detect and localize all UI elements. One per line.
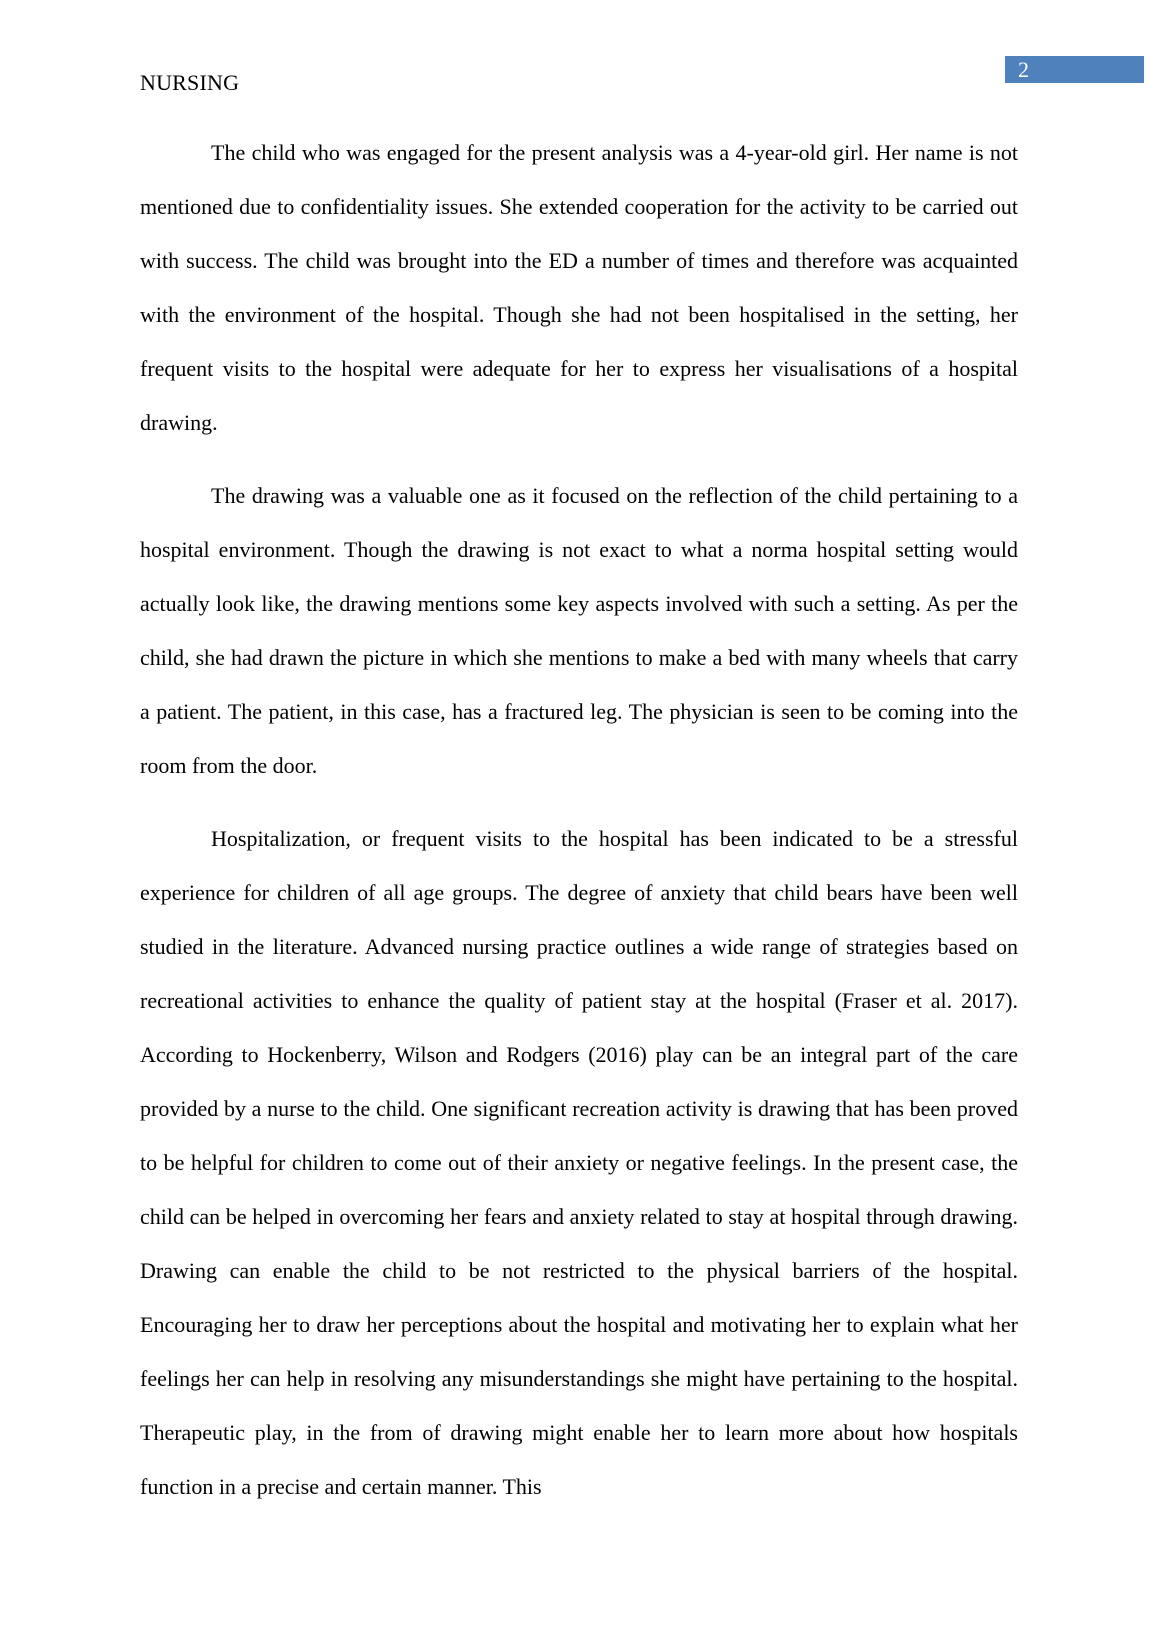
page-number: 2 (1005, 56, 1144, 83)
paragraph-2: The drawing was a valuable one as it focused on the reflection of the child pertaining to a hospital environment. Though the drawing is not exact to what a norma hospital setting would actually look like, the drawing mentions some key aspects involved with such a setting. As per the child, she had drawn the picture in which she mentions to make a bed with many wheels that carry a patient. The patient, in this case, has a fractured leg. The physician is seen to be coming into the room from the door. (140, 483, 1018, 778)
running-head: NURSING (140, 70, 240, 95)
document-body (140, 126, 1018, 1533)
paragraph-1: The child who was engaged for the present analysis was a 4-year-old girl. Her name is not mentioned due to confidentiality issues. She extended cooperation for the activity to be carried out with success. The child was brought into the ED a number of times and therefore was acquainted with the environment of the hospital. Though she had not been hospitalised in the setting, her frequent visits to the hospital were adequate for her to express her visualisations of a hospital drawing. (140, 140, 1018, 435)
paragraph-3: Hospitalization, or frequent visits to the hospital has been indicated to be a stressful experience for children of all age groups. The degree of anxiety that child bears have been well studied in the literature. Advanced nursing practice outlines a wide range of strategies based on recreational activities to enhance the quality of patient stay at the hospital (Fraser et al. 2017). According to Hockenberry, Wilson and Rodgers (2016) play can be an integral part of the care provided by a nurse to the child. One significant recreation activity is drawing that has been proved to be helpful for children to come out of their anxiety or negative feelings. In the present case, the child can be helped in overcoming her fears and anxiety related to stay at hospital through drawing. Drawing can enable the child to be not restricted to the physical barriers of the hospital. Encouraging her to draw her perceptions about the hospital and motivating her to explain what her feelings her can help in resolving any misunderstandings she might have pertaining to the hospital. Therapeutic play, in the from of drawing might enable her to learn more about how hospitals function in a precise and certain manner. This (140, 826, 1018, 1499)
